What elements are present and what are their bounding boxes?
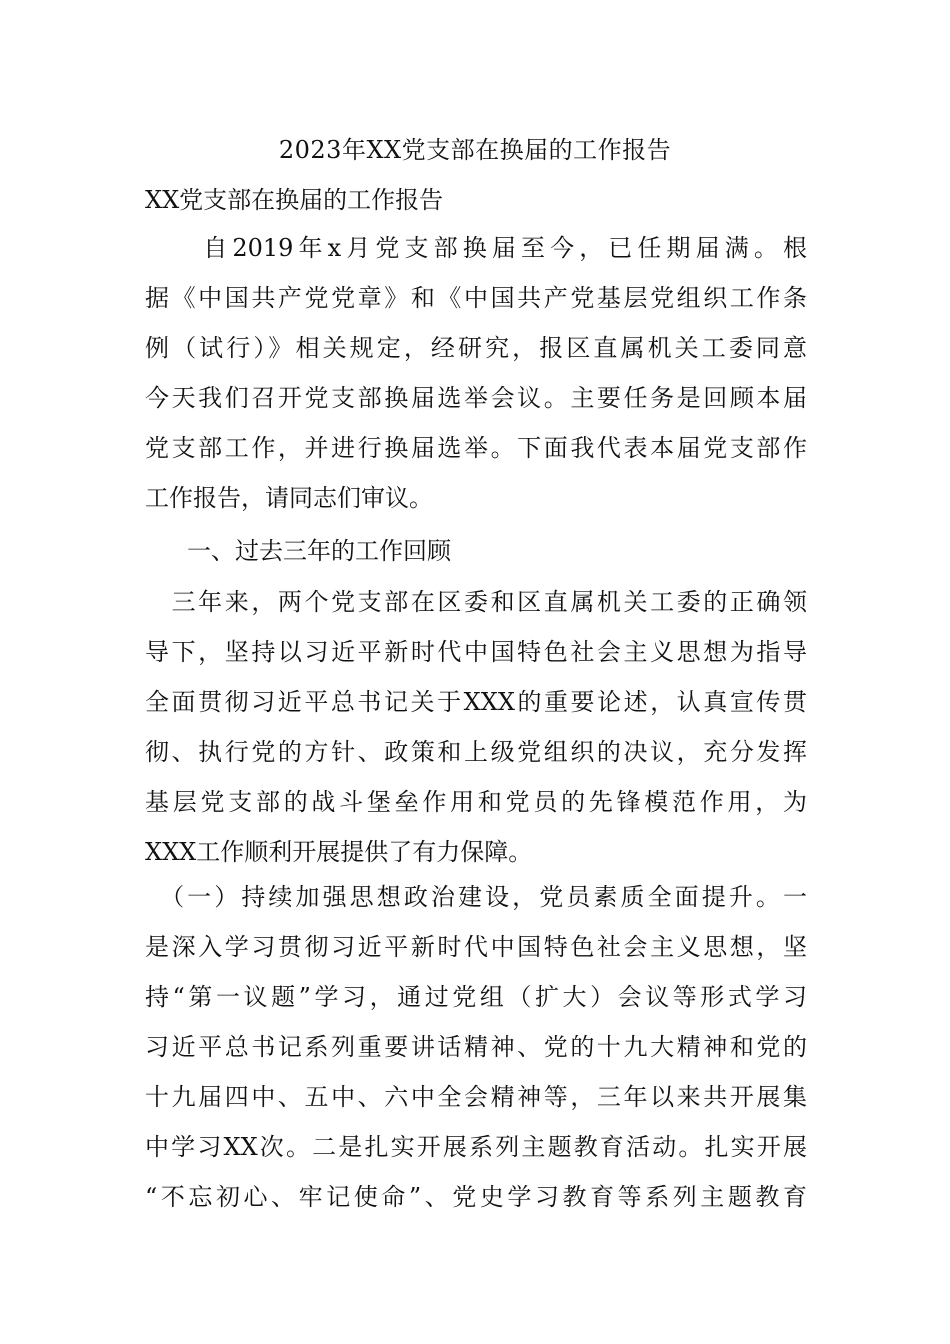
paragraph-line: 导下，坚持以习近平新时代中国特色社会主义思想为指导	[145, 638, 807, 666]
paragraph-line: 中学习XX次。二是扎实开展系列主题教育活动。扎实开展	[145, 1133, 807, 1161]
paragraph-line: 持“第一议题”学习，通过党组（扩大）会议等形式学习	[145, 983, 807, 1011]
paragraph-line: 基层党支部的战斗堡垒作用和党员的先锋模范作用，为	[145, 788, 807, 816]
review-paragraph	[145, 577, 807, 877]
paragraph-line: 工作报告，请同志们审议。	[145, 484, 433, 512]
paragraph-line: 自2019年x月党支部换届至今，已任期届满。根	[145, 234, 807, 262]
intro-paragraph	[145, 223, 807, 523]
paragraph-line: 三年来，两个党支部在区委和区直属机关工委的正确领	[145, 588, 807, 616]
paragraph-line: 彻、执行党的方针、政策和上级党组织的决议，充分发挥	[145, 738, 807, 766]
paragraph-line: 例（试行）》相关规定，经研究，报区直属机关工委同意	[145, 334, 807, 362]
paragraph-line: 十九届四中、五中、六中全会精神等，三年以来共开展集	[145, 1083, 807, 1111]
section-heading: 一、过去三年的工作回顾	[187, 537, 451, 565]
paragraph-line: XXX工作顺利开展提供了有力保障。	[145, 838, 533, 866]
subsection-paragraph	[145, 872, 807, 1222]
paragraph-line: 是深入学习贯彻习近平新时代中国特色社会主义思想，坚	[145, 933, 807, 961]
paragraph-line: 据《中国共产党党章》和《中国共产党基层党组织工作条	[145, 284, 807, 312]
document-title: 2023年XX党支部在换届的工作报告	[278, 136, 672, 164]
paragraph-line: “不忘初心、牢记使命”、党史学习教育等系列主题教育	[145, 1183, 807, 1211]
document-subtitle: XX党支部在换届的工作报告	[145, 186, 444, 214]
paragraph-line: 习近平总书记系列重要讲话精神、党的十九大精神和党的	[145, 1033, 807, 1061]
paragraph-line: 全面贯彻习近平总书记关于XXX的重要论述，认真宣传贯	[145, 688, 807, 716]
paragraph-line: 党支部工作，并进行换届选举。下面我代表本届党支部作	[145, 434, 807, 462]
paragraph-line: （一）持续加强思想政治建设，党员素质全面提升。一	[145, 883, 807, 911]
paragraph-line: 今天我们召开党支部换届选举会议。主要任务是回顾本届	[145, 384, 807, 412]
